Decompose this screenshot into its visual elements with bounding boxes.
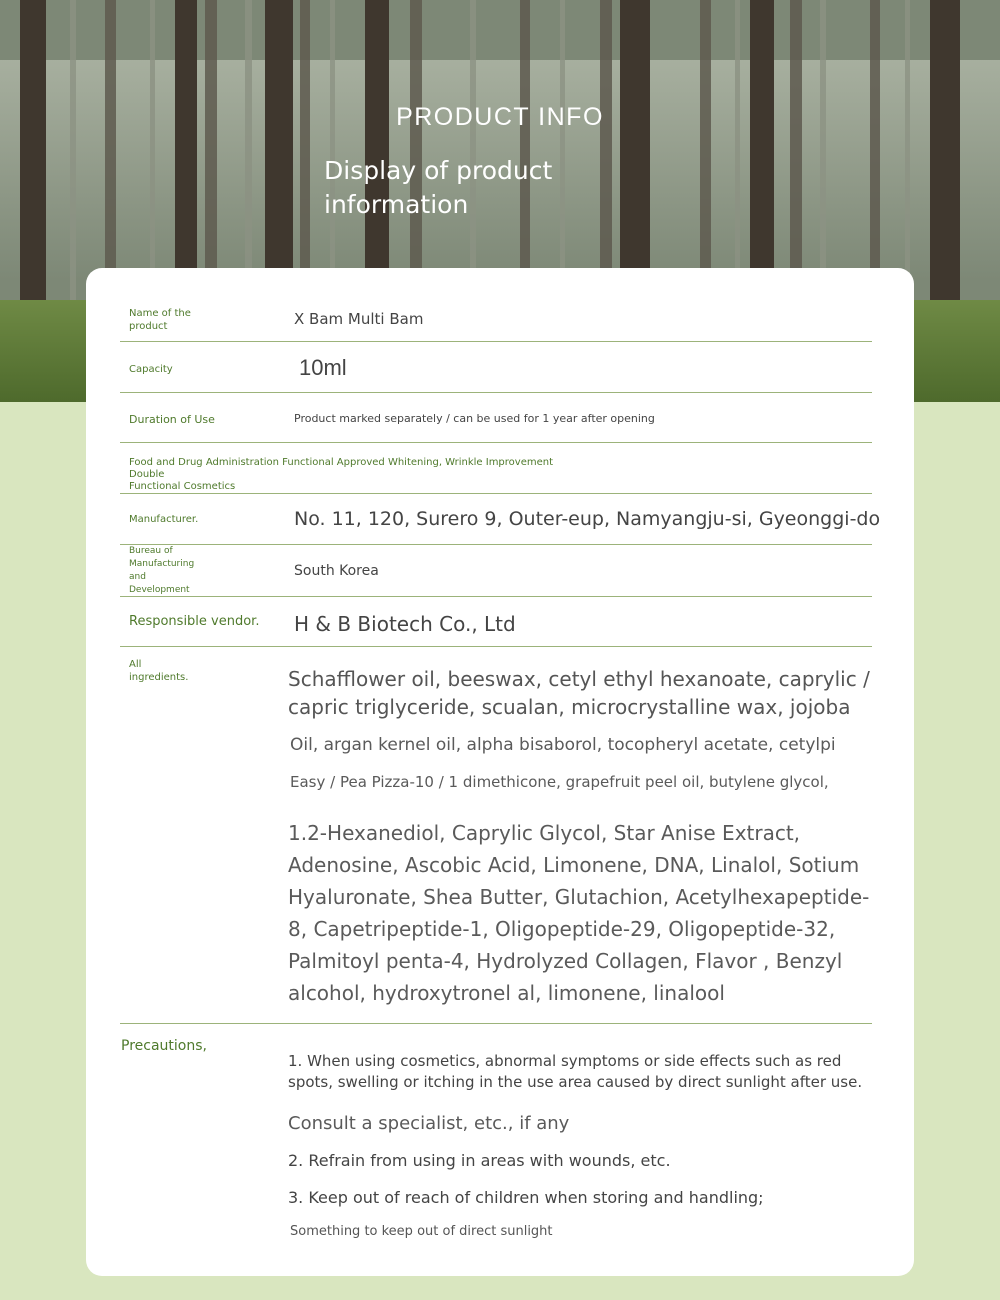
- ingredients-p4-line4: 8, Capetripeptide-1, Oligopeptide-29, Oligopeptide-32,: [288, 917, 836, 941]
- product-info-card: [86, 268, 914, 1276]
- hero-subheading: [324, 154, 654, 222]
- product-name-label-line2: product: [129, 321, 168, 332]
- precaution-item-1-line2: spots, swelling or itching in the use area caused by direct sunlight after use.: [288, 1073, 863, 1091]
- fda-approval-line2: Functional Cosmetics: [129, 481, 236, 492]
- precaution-item-1-line1: 1. When using cosmetics, abnormal symptoms or side effects such as red: [288, 1052, 842, 1070]
- ingredients-p1-line1: Schafflower oil, beeswax, cetyl ethyl hexanoate, caprylic /: [288, 667, 870, 691]
- row-vendor: [120, 597, 872, 647]
- bureau-label: [129, 545, 279, 597]
- row-manufacturer: [120, 494, 881, 545]
- bureau-value: South Korea: [294, 563, 379, 579]
- manufacturer-value: No. 11, 120, Surero 9, Outer-eup, Namyangju-si, Gyeonggi-do: [294, 508, 881, 530]
- bureau-label-line2: Manufacturing: [129, 559, 195, 569]
- ingredients-p4-line2: Adenosine, Ascobic Acid, Limonene, DNA, Linalol, Sotium: [288, 853, 860, 877]
- row-product-name: [120, 298, 872, 342]
- row-capacity: [120, 342, 872, 393]
- precaution-item-3: 3. Keep out of reach of children when storing and handling;: [288, 1188, 764, 1207]
- ingredients-label-line1: All: [129, 659, 142, 670]
- product-name-value: X Bam Multi Bam: [294, 310, 424, 328]
- hero-heading: PRODUCT INFO: [396, 103, 604, 131]
- hero-subheading-line1: Display of product: [324, 156, 553, 185]
- precaution-item-3-note: Something to keep out of direct sunlight: [290, 1224, 553, 1239]
- duration-label: Duration of Use: [129, 413, 215, 426]
- ingredients-paragraph-3: Easy / Pea Pizza-10 / 1 dimethicone, grapefruit peel oil, butylene glycol,: [290, 773, 829, 791]
- row-duration: [120, 393, 872, 443]
- vendor-value: H & B Biotech Co., Ltd: [294, 612, 516, 636]
- ingredients-paragraph-4: [288, 817, 869, 1009]
- capacity-value: 10ml: [299, 355, 347, 380]
- fda-approval-line1: Food and Drug Administration Functional Approved Whitening, Wrinkle Improvement Double: [129, 457, 554, 480]
- ingredients-p1-line2: capric triglyceride, scualan, microcrystalline wax, jojoba: [288, 695, 851, 719]
- bureau-label-line1: Bureau of: [129, 546, 173, 556]
- ingredients-label: [129, 658, 279, 684]
- precaution-item-1-continued: Consult a specialist, etc., if any: [288, 1113, 570, 1134]
- fda-approval-text: [129, 457, 589, 493]
- ingredients-paragraph-2: Oil, argan kernel oil, alpha bisaborol, tocopheryl acetate, cetylpi: [290, 735, 836, 755]
- ingredients-p4-line6: alcohol, hydroxytronel al, limonene, linalool: [288, 981, 725, 1005]
- precaution-item-2: 2. Refrain from using in areas with wounds, etc.: [288, 1151, 671, 1170]
- ingredients-p4-line3: Hyaluronate, Shea Butter, Glutachion, Acetylhexapeptide-: [288, 885, 870, 909]
- row-bureau: [120, 545, 872, 597]
- bureau-label-line3: and: [129, 572, 146, 582]
- vendor-label: Responsible vendor.: [129, 614, 260, 629]
- bureau-label-line4: Development: [129, 585, 190, 595]
- product-name-label: [129, 307, 279, 333]
- ingredients-paragraph-1: [288, 665, 870, 721]
- precautions-label: Precautions,: [121, 1038, 207, 1054]
- hero-subheading-line2: information: [324, 190, 469, 219]
- precaution-item-1: [288, 1051, 862, 1093]
- ingredients-label-line2: ingredients.: [129, 672, 189, 683]
- manufacturer-label: Manufacturer.: [129, 514, 199, 525]
- row-fda-approval: [120, 443, 872, 494]
- ingredients-p4-line5: Palmitoyl penta-4, Hydrolyzed Collagen, Flavor , Benzyl: [288, 949, 843, 973]
- product-name-label-line1: Name of the: [129, 308, 191, 319]
- capacity-label: Capacity: [129, 364, 173, 375]
- ingredients-p4-line1: 1.2-Hexanediol, Caprylic Glycol, Star Anise Extract,: [288, 821, 801, 845]
- duration-value: Product marked separately / can be used for 1 year after opening: [294, 412, 655, 425]
